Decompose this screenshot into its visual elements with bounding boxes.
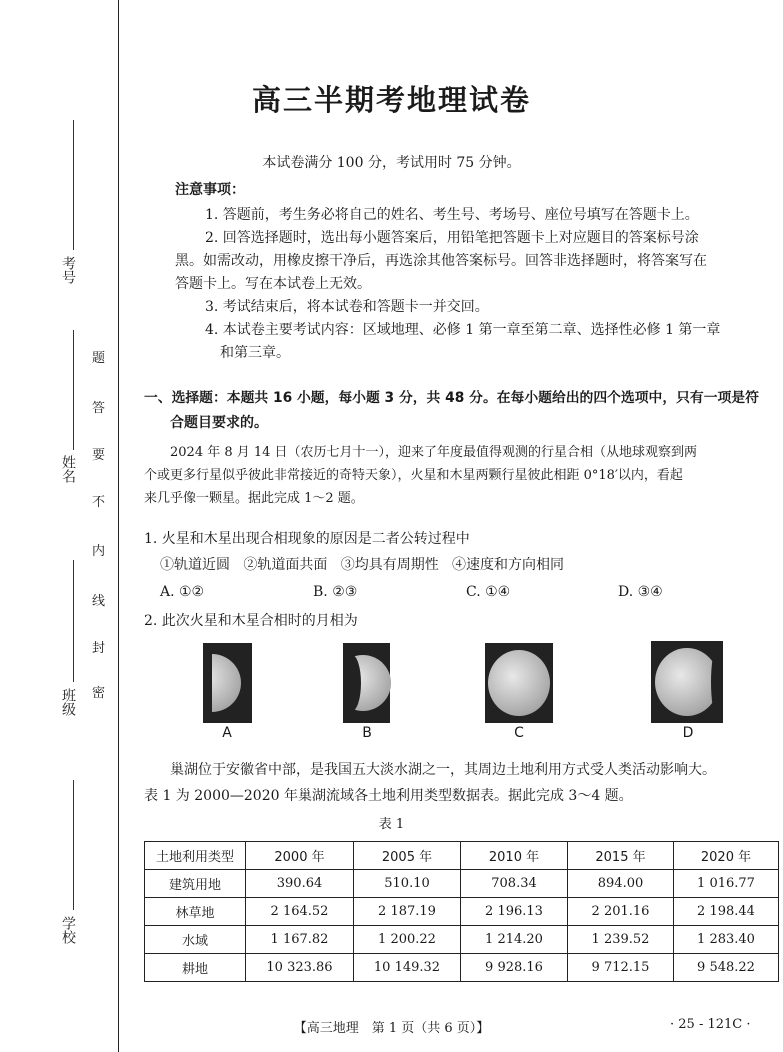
name-label: 姓名 xyxy=(60,455,76,483)
table-cell: 9 712.15 xyxy=(568,954,674,982)
name-blank xyxy=(73,330,74,450)
table-cell: 2 198.44 xyxy=(674,898,779,926)
table-header-row xyxy=(145,842,779,870)
table-header-cell: 2020 年 xyxy=(674,842,779,870)
exam-number-blank xyxy=(73,120,74,250)
section-heading-cont: 合题目要求的。 xyxy=(170,415,268,431)
table-cell: 1 214.20 xyxy=(461,926,568,954)
notice-item-4: 4. 本试卷主要考试内容：区域地理、必修 1 第一章至第二章、选择性必修 1 第一章 xyxy=(205,322,721,338)
section-heading: 一、选择题：本题共 16 小题，每小题 3 分，共 48 分。在每小题给出的四个选项中，只有一项是符 xyxy=(144,390,759,406)
passage1-line1: 2024 年 8 月 14 日（农历七月十一），迎来了年度最值得观测的行星合相（从地球观察到两 xyxy=(170,445,698,460)
school-blank xyxy=(73,780,74,910)
seal-char-5: 内 xyxy=(92,544,106,559)
page-footer: 【高三地理 第 1 页（共 6 页）】 xyxy=(293,1021,490,1036)
table-cell: 建筑用地 xyxy=(145,870,246,898)
passage1-line3: 来几乎像一颗星。据此完成 1～2 题。 xyxy=(144,491,364,506)
notice-item-2-cont2: 答题卡上。写在本试卷上无效。 xyxy=(175,276,371,292)
table-header-cell: 2015 年 xyxy=(568,842,674,870)
table-row xyxy=(145,898,779,926)
table-cell: 林草地 xyxy=(145,898,246,926)
table-cell: 894.00 xyxy=(568,870,674,898)
table-cell: 10 149.32 xyxy=(354,954,461,982)
exam-number-label: 考号 xyxy=(60,256,76,284)
question-1-items: ①轨道近圆 ②轨道面共面 ③均具有周期性 ④速度和方向相同 xyxy=(160,557,565,573)
school-label: 学校 xyxy=(60,916,76,944)
table-header-cell: 2000 年 xyxy=(246,842,354,870)
notice-item-2-cont1: 黑。如需改动，用橡皮擦干净后，再选涂其他答案标号。回答非选择题时，将答案写在 xyxy=(175,253,707,269)
table-cell: 1 167.82 xyxy=(246,926,354,954)
table-cell: 510.10 xyxy=(354,870,461,898)
table-row xyxy=(145,954,779,982)
notice-item-3: 3. 考试结束后，将本试卷和答题卡一并交回。 xyxy=(205,299,489,315)
table-cell: 2 201.16 xyxy=(568,898,674,926)
table-cell: 390.64 xyxy=(246,870,354,898)
moon-phase-a-label: A xyxy=(222,725,232,741)
table-cell: 2 187.19 xyxy=(354,898,461,926)
class-blank xyxy=(73,560,74,682)
table-cell: 10 323.86 xyxy=(246,954,354,982)
notice-item-4-cont: 和第三章。 xyxy=(220,345,290,361)
class-label: 班级 xyxy=(60,688,76,716)
seal-char-7: 封 xyxy=(92,641,106,656)
land-use-table xyxy=(144,841,779,982)
notice-heading: 注意事项： xyxy=(175,182,245,198)
table-cell: 1 283.40 xyxy=(674,926,779,954)
table-row xyxy=(145,870,779,898)
moon-phase-c-image xyxy=(485,643,553,723)
moon-phase-b-image xyxy=(343,643,390,723)
table-cell: 2 164.52 xyxy=(246,898,354,926)
question-1-option-a: A. ①② xyxy=(160,584,205,600)
page-title: 高三半期考地理试卷 xyxy=(251,83,531,117)
table-header-cell: 2010 年 xyxy=(461,842,568,870)
moon-phase-d-label: D xyxy=(682,725,694,741)
notice-item-2: 2. 回答选择题时，选出每小题答案后，用铅笔把答题卡上对应题目的答案标号涂 xyxy=(205,230,699,246)
seal-char-1: 题 xyxy=(92,351,106,366)
moon-phase-b-label: B xyxy=(362,725,372,741)
table-cell: 2 196.13 xyxy=(461,898,568,926)
table-caption: 表 1 xyxy=(378,817,405,832)
question-1-stem: 1. 火星和木星出现合相现象的原因是二者公转过程中 xyxy=(144,531,470,547)
table-cell: 1 239.52 xyxy=(568,926,674,954)
passage2-line2: 表 1 为 2000—2020 年巢湖流域各土地利用类型数据表。据此完成 3～4 题。 xyxy=(144,788,633,804)
seal-char-6: 线 xyxy=(92,594,106,609)
table-cell: 1 200.22 xyxy=(354,926,461,954)
question-1-option-d: D. ③④ xyxy=(618,584,663,600)
moon-phase-d-image xyxy=(651,641,723,723)
table-cell: 水域 xyxy=(145,926,246,954)
seal-char-8: 密 xyxy=(92,686,106,701)
moon-phase-a-image xyxy=(203,643,252,723)
table-cell: 1 016.77 xyxy=(674,870,779,898)
moon-phase-c-label: C xyxy=(514,725,524,741)
table-cell: 9 548.22 xyxy=(674,954,779,982)
paper-code: · 25 - 121C · xyxy=(670,1017,751,1032)
question-1-option-b: B. ②③ xyxy=(313,584,358,600)
seal-char-2: 答 xyxy=(92,401,106,416)
table-cell: 9 928.16 xyxy=(461,954,568,982)
passage1-line2: 个或更多行星似乎彼此非常接近的奇特天象），火星和木星两颗行星彼此相距 0°18′以内，看起 xyxy=(144,468,683,483)
table-header-cell: 土地利用类型 xyxy=(145,842,246,870)
question-1-option-c: C. ①④ xyxy=(466,584,511,600)
table-row xyxy=(145,926,779,954)
seal-char-3: 要 xyxy=(92,448,106,463)
notice-item-1: 1. 答题前，考生务必将自己的姓名、考生号、考场号、座位号填写在答题卡上。 xyxy=(205,207,699,223)
question-2-stem: 2. 此次火星和木星合相时的月相为 xyxy=(144,613,358,629)
passage2-line1: 巢湖位于安徽省中部，是我国五大淡水湖之一，其周边土地利用方式受人类活动影响大。 xyxy=(170,762,716,778)
seal-char-4: 不 xyxy=(92,495,106,510)
table-cell: 耕地 xyxy=(145,954,246,982)
subtitle: 本试卷满分 100 分，考试用时 75 分钟。 xyxy=(262,155,521,171)
table-header-cell: 2005 年 xyxy=(354,842,461,870)
table-cell: 708.34 xyxy=(461,870,568,898)
